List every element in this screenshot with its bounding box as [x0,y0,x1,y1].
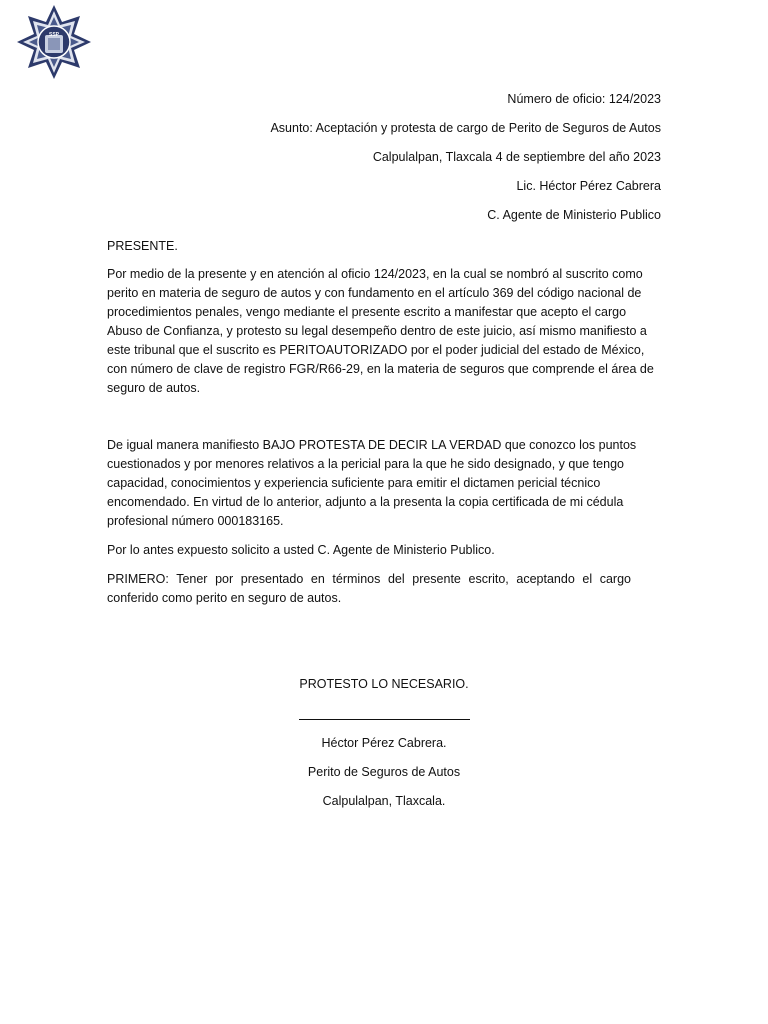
place-date: Calpulalpan, Tlaxcala 4 de septiembre del año 2023 [372,150,661,164]
signer-title: Perito de Seguros de Autos [307,765,461,779]
asunto-line: Asunto: Aceptación y protesta de cargo de Perito de Seguros de Autos [270,121,661,135]
greeting: PRESENTE. [107,239,178,253]
signature-line [299,719,470,720]
logo-text: SSP [48,32,60,38]
paragraph-acceptance: Por medio de la presente y en atención al oficio 124/2023, en la cual se nombró al suscrito como perito en materia de seguro de autos y con fundamento en el artículo 369 del código nacional de procedimientos penales, vengo mediante el presente escrito a manifestar que acepto el cargo Abuso de Confianza, y protesto su legal desempeño dentro de este juicio, así mismo manifiesto a este tribunal que el suscrito es PERITOAUTORIZADO por el poder judicial del estado de México, con número de clave de registro FGR/R66-29, en la materia de seguros que comprende el área de seguro de autos. [107,267,654,395]
oficio-number: Número de oficio: 124/2023 [507,92,661,106]
police-star-logo-icon [16,4,92,80]
paragraph-protest: De igual manera manifiesto BAJO PROTESTA DE DECIR LA VERDAD que conozco los puntos cuestionados y por menores relativos a la pericial para la que he sido designado, y que tengo capacidad, conocimientos y experiencia suficiente para emitir el dictamen pericial técnico encomendado. En virtud de lo anterior, adjunto a la presenta la copia certificada de mi cédula profesional número 000183165. [107,438,637,528]
signer-name: Héctor Pérez Cabrera. [321,736,447,750]
addressee-name: Lic. Héctor Pérez Cabrera [516,179,661,193]
paragraph-request: Por lo antes expuesto solicito a usted C. Agente de Ministerio Publico. [107,543,495,557]
signer-location: Calpulalpan, Tlaxcala. [322,794,446,808]
closing-protesto: PROTESTO LO NECESARIO. [299,677,469,691]
addressee-title: C. Agente de Ministerio Publico [487,208,661,222]
paragraph-primero: PRIMERO: Tener por presentado en términos del presente escrito, aceptando el cargo conferido como perito en seguro de autos. [107,572,631,605]
